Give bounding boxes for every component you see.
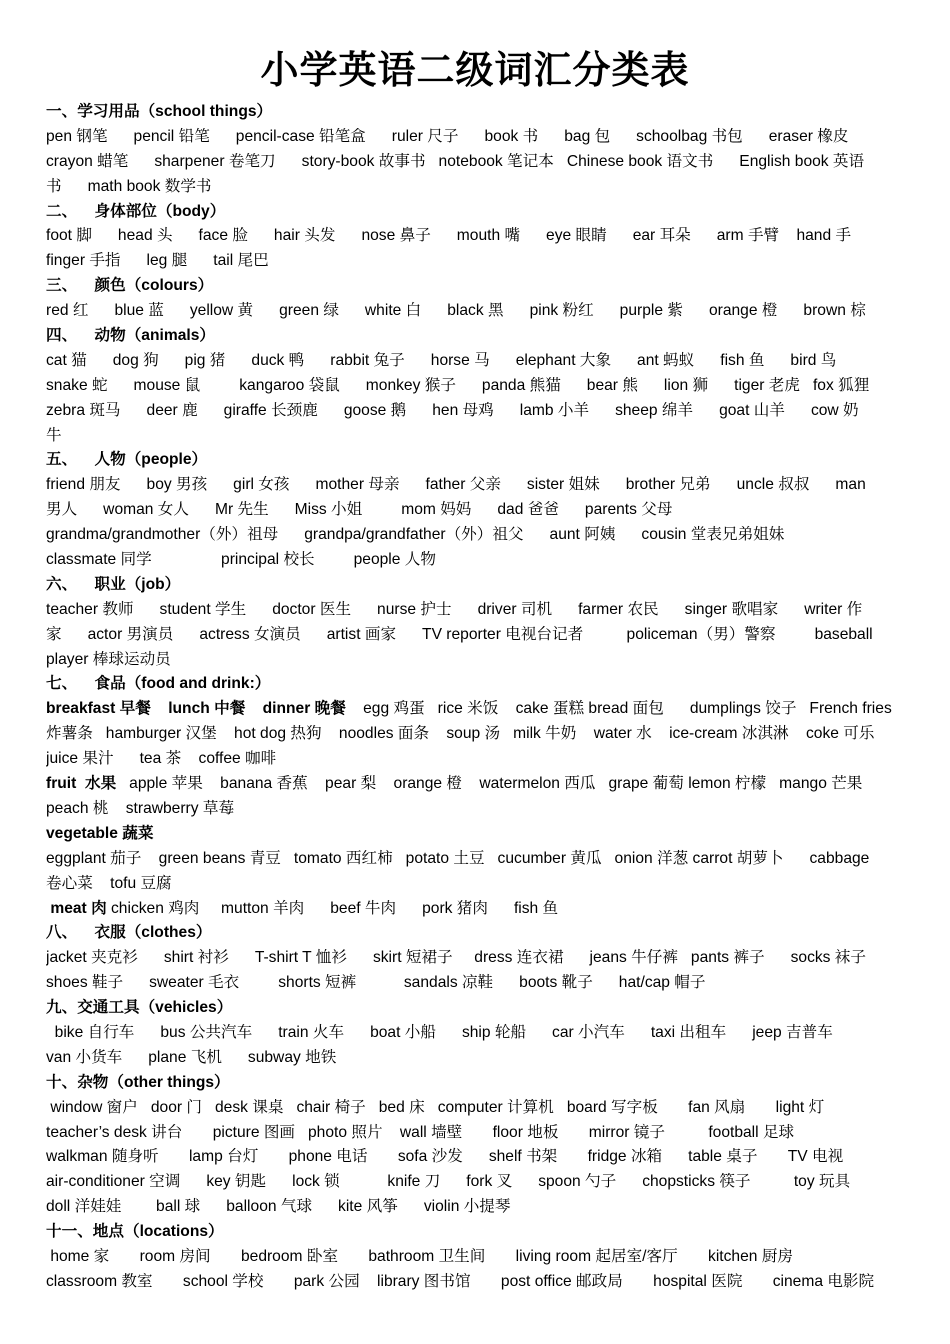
- vocabulary-line: 家 actor 男演员 actress 女演员 artist 画家 TV reporter 电视台记者 policeman（男）警察 baseball: [46, 625, 873, 643]
- vocabulary-line: pen 钢笔 pencil 铅笔 pencil-case 铅笔盒 ruler 尺子 book 书 bag 包 schoolbag 书包 eraser 橡皮: [46, 127, 849, 145]
- vocabulary-line: bike 自行车 bus 公共汽车 train 火车 boat 小船 ship 轮船 car 小汽车 taxi 出租车 jeep 吉普车: [46, 1023, 833, 1041]
- category-label: meat 肉: [46, 899, 107, 917]
- vocabulary-line: shoes 鞋子 sweater 毛衣 shorts 短裤 sandals 凉鞋 boots 靴子 hat/cap 帽子: [46, 974, 706, 992]
- vocabulary-line: doll 洋娃娃 ball 球 balloon 气球 kite 风筝 violin 小提琴: [46, 1198, 511, 1216]
- vocabulary-line: air-conditioner 空调 key 钥匙 lock 锁 knife 刀 fork 叉 spoon 勺子 chopsticks 筷子 toy 玩具: [46, 1173, 851, 1191]
- vocabulary-words: apple 苹果 banana 香蕉 pear 梨 orange 橙 watermelon 西瓜 grape 葡萄 lemon 柠檬 mango 芒果: [116, 775, 863, 793]
- vocabulary-line: player 棒球运动员: [46, 650, 171, 668]
- vocabulary-line: [46, 697, 908, 722]
- vocabulary-line: snake 蛇 mouse 鼠 kangaroo 袋鼠 monkey 猴子 panda 熊猫 bear 熊 lion 狮 tiger 老虎 fox 狐狸: [46, 376, 870, 394]
- vocabulary-words: chicken 鸡肉 mutton 羊肉 beef 牛肉 pork 猪肉 fish 鱼: [106, 899, 559, 917]
- section-heading: 九、交通工具（vehicles）: [46, 999, 233, 1017]
- vocabulary-line: grandma/grandmother（外）祖母 grandpa/grandfather（外）祖父 aunt 阿姨 cousin 堂表兄弟姐妹: [46, 526, 785, 544]
- section-heading: 一、学习用品（school things）: [46, 103, 273, 120]
- section-heading: 六、 职业（job）: [46, 575, 181, 593]
- vocabulary-line: zebra 斑马 deer 鹿 giraffe 长颈鹿 goose 鹅 hen 母鸡 lamb 小羊 sheep 绵羊 goat 山羊 cow 奶: [46, 401, 859, 419]
- section-heading: 十一、地点（locations）: [46, 1223, 224, 1241]
- vocabulary-line: classroom 教室 school 学校 park 公园 library 图书馆 post office 邮政局 hospital 医院 cinema 电影院: [46, 1272, 875, 1290]
- section-heading: 四、 动物（animals）: [46, 327, 215, 345]
- section-heading: 十、杂物（other things）: [46, 1073, 230, 1091]
- vocabulary-words: egg 鸡蛋 rice 米饭 cake 蛋糕 bread 面包 dumplings 饺子 French fries: [345, 700, 892, 718]
- vocabulary-line: van 小货车 plane 飞机 subway 地铁: [46, 1048, 337, 1066]
- section-heading: 七、 食品（food and drink:）: [46, 675, 271, 693]
- vocabulary-line: window 窗户 door 门 desk 课桌 chair 椅子 bed 床 computer 计算机 board 写字板 fan 风扇 light 灯: [46, 1098, 825, 1116]
- vocabulary-line: juice 果汁 tea 茶 coffee 咖啡: [46, 750, 277, 768]
- vocabulary-line: 炸薯条 hamburger 汉堡 hot dog 热狗 noodles 面条 soup 汤 milk 牛奶 water 水 ice-cream 冰淇淋 coke 可乐: [46, 725, 875, 743]
- vocabulary-line: walkman 随身听 lamp 台灯 phone 电话 sofa 沙发 shelf 书架 fridge 冰箱 table 桌子 TV 电视: [46, 1148, 844, 1166]
- section-heading: vegetable 蔬菜: [46, 824, 154, 842]
- section-heading: 五、 人物（people）: [46, 451, 208, 469]
- vocabulary-list: [46, 100, 908, 1295]
- vocabulary-line: cat 猫 dog 狗 pig 猪 duck 鸭 rabbit 兔子 horse 马 elephant 大象 ant 蚂蚁 fish 鱼 bird 鸟: [46, 351, 837, 369]
- vocabulary-line: crayon 蜡笔 sharpener 卷笔刀 story-book 故事书 notebook 笔记本 Chinese book 语文书 English book 英语: [46, 152, 865, 170]
- vocabulary-line: red 红 blue 蓝 yellow 黄 green 绿 white 白 black 黑 pink 粉红 purple 紫 orange 橙 brown 棕: [46, 302, 866, 320]
- vocabulary-line: finger 手指 leg 腿 tail 尾巴: [46, 252, 269, 270]
- section-heading: 三、 颜色（colours）: [46, 277, 214, 295]
- vocabulary-line: eggplant 茄子 green beans 青豆 tomato 西红柿 potato 土豆 cucumber 黄瓜 onion 洋葱 carrot 胡萝卜 cabbage: [46, 849, 870, 867]
- category-label: breakfast 早餐 lunch 中餐 dinner 晚餐: [46, 700, 346, 718]
- vocabulary-line: jacket 夹克衫 shirt 衬衫 T-shirt T 恤衫 skirt 短裙子 dress 连衣裙 jeans 牛仔裤 pants 裤子 socks 袜子: [46, 949, 866, 967]
- vocabulary-line: [46, 772, 908, 797]
- vocabulary-line: classmate 同学 principal 校长 people 人物: [46, 551, 436, 569]
- page-title: 小学英语二级词汇分类表: [260, 48, 690, 92]
- section-heading: 八、 衣服（clothes）: [46, 924, 212, 942]
- vocabulary-line: home 家 room 房间 bedroom 卧室 bathroom 卫生间 living room 起居室/客厅 kitchen 厨房: [46, 1247, 793, 1265]
- vocabulary-line: 牛: [46, 426, 62, 444]
- vocabulary-line: 男人 woman 女人 Mr 先生 Miss 小姐 mom 妈妈 dad 爸爸 parents 父母: [46, 501, 673, 519]
- vocabulary-line: teacher’s desk 讲台 picture 图画 photo 照片 wall 墙壁 floor 地板 mirror 镜子 football 足球: [46, 1123, 795, 1141]
- vocabulary-line: foot 脚 head 头 face 脸 hair 头发 nose 鼻子 mouth 嘴 eye 眼睛 ear 耳朵 arm 手臂 hand 手: [46, 227, 852, 245]
- section-heading: 二、 身体部位（body）: [46, 202, 226, 220]
- vocabulary-line: 书 math book 数学书: [46, 177, 212, 195]
- vocabulary-line: friend 朋友 boy 男孩 girl 女孩 mother 母亲 father 父亲 sister 姐妹 brother 兄弟 uncle 叔叔 man: [46, 476, 866, 494]
- vocabulary-line: teacher 教师 student 学生 doctor 医生 nurse 护士 driver 司机 farmer 农民 singer 歌唱家 writer 作: [46, 600, 863, 618]
- vocabulary-line: [46, 897, 908, 922]
- vocabulary-line: peach 桃 strawberry 草莓: [46, 799, 235, 817]
- category-label: fruit 水果: [46, 775, 117, 793]
- vocabulary-line: 卷心菜 tofu 豆腐: [46, 874, 172, 892]
